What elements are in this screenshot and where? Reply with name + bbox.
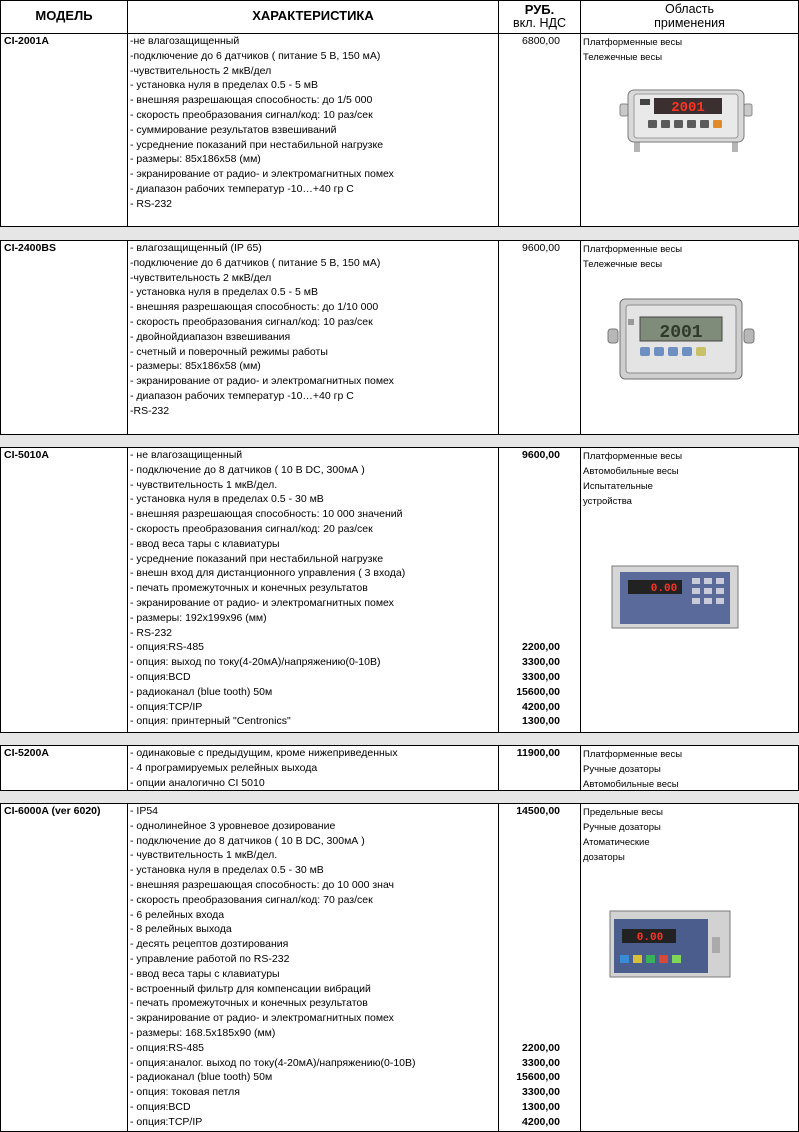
spec-line: -чувствительность 2 мкВ/дел: [130, 64, 272, 77]
spec-line: -подключение до 6 датчиков ( питание 5 В, 150 мА): [130, 256, 381, 269]
spec-line: -подключение до 6 датчиков ( питание 5 В, 150 мА): [130, 49, 381, 62]
application-item: Платформенные весы: [583, 451, 683, 462]
spec-line: - суммирование результатов взвешиваний: [130, 123, 337, 136]
grid-vline: [498, 803, 499, 1132]
grid-hline: [0, 226, 799, 227]
grid-vline: [127, 240, 128, 434]
spec-line: - установка нуля в пределах 0.5 - 30 мВ: [130, 864, 324, 877]
spec-line: - печать промежуточных и конечных результатов: [130, 997, 368, 1010]
spec-line: - двойнойдиапазон взвешивания: [130, 330, 291, 343]
spec-line: - опция:BCD: [130, 671, 191, 683]
spec-line: - опция: принтерный "Centronics": [130, 715, 291, 728]
price-value: 2200,00: [522, 641, 560, 654]
spec-line: -RS-232: [130, 404, 170, 417]
application-item: Платформенные весы: [583, 749, 683, 760]
price-value: 1300,00: [522, 1101, 560, 1113]
spec-line: - усреднение показаний при нестабильной нагрузке: [130, 552, 384, 565]
spec-line: - скорость преобразования сигнал/код: 10 раз/сек: [130, 316, 373, 328]
spec-line: - диапазон рабочих температур -10…+40 гр С: [130, 390, 354, 402]
spec-line: - радиоканал (blue tooth) 50м: [130, 685, 273, 698]
grid-hline: [0, 732, 799, 733]
spec-line: - одинаковые с предыдущим, кроме нижеприведенных: [130, 747, 398, 759]
spec-line: - опция:RS-485: [130, 641, 205, 654]
header-price-line1: РУБ.: [524, 2, 555, 17]
price-value: 9600,00: [522, 242, 560, 254]
spec-line: - усреднение показаний при нестабильной нагрузке: [130, 138, 384, 151]
header-spec: ХАРАКТЕРИСТИКА: [252, 8, 374, 23]
spec-line: - размеры: 192х199х96 (мм): [130, 611, 267, 624]
spec-line: - скорость преобразования сигнал/код: 20 раз/сек: [130, 523, 373, 535]
device-ci5010a-display: 0.00: [650, 583, 678, 595]
grid-vline: [0, 745, 1, 790]
grid-vline: [127, 745, 128, 790]
application-item: Автомобильные весы: [583, 466, 679, 477]
row-separator-band: [0, 226, 799, 240]
header-model: МОДЕЛЬ: [35, 8, 93, 23]
device-ci2001a-display: 2001: [671, 100, 705, 116]
spec-line: - размеры: 85х186х58 (мм): [130, 153, 261, 166]
spec-line: - опция: выход по току(4-20мА)/напряжению(0-10В): [130, 656, 381, 669]
application-item: Предельные весы: [583, 807, 663, 818]
spec-line: - установка нуля в пределах 0.5 - 30 мВ: [130, 493, 324, 506]
grid-vline: [127, 803, 128, 1132]
model-name: CI-2400BS: [4, 242, 56, 254]
grid-vline: [127, 447, 128, 732]
price-value: 1300,00: [522, 715, 560, 728]
grid-vline: [0, 240, 1, 434]
spec-line: - скорость преобразования сигнал/код: 70 раз/сек: [130, 893, 373, 906]
spec-line: - экранирование от радио- и электромагнитных помех: [130, 1012, 394, 1025]
header-use-line1: Область: [664, 2, 715, 16]
grid-vline: [580, 240, 581, 434]
spec-line: - управление работой по RS-232: [130, 953, 290, 965]
spec-line: - опции аналогично CI 5010: [130, 776, 265, 789]
price-value: 3300,00: [522, 656, 560, 669]
model-name: CI-6000A (ver 6020): [4, 805, 101, 817]
price-value: 15600,00: [516, 685, 560, 698]
price-value: 2200,00: [522, 1041, 560, 1054]
spec-line: - счетный и поверочный режимы работы: [130, 345, 328, 358]
spec-line: - чувствительность 1 мкВ/дел.: [130, 849, 278, 862]
spec-line: - размеры: 85х186х58 (мм): [130, 360, 261, 373]
spec-line: - ввод веса тары с клавиатуры: [130, 967, 280, 980]
device-ci2001a-image: [618, 86, 754, 156]
spec-line: - опция:TCP/IP: [130, 700, 203, 713]
application-item: дозаторы: [583, 852, 625, 863]
device-ci2400bs-image: [606, 295, 756, 383]
grid-vline: [580, 33, 581, 226]
spec-line: - установка нуля в пределах 0.5 - 5 мВ: [130, 79, 318, 92]
application-item: Тележечные весы: [583, 259, 663, 270]
spec-line: - экранирование от радио- и электромагнитных помех: [130, 168, 394, 181]
application-item: Автомобильные весы: [583, 779, 679, 790]
application-item: Ручные дозаторы: [583, 822, 661, 833]
spec-line: - 4 програмируемых релейных выхода: [130, 761, 318, 774]
spec-line: - однолинейное 3 уровневое дозирование: [130, 819, 336, 832]
grid-vline: [127, 33, 128, 226]
spec-line: - RS-232: [130, 626, 173, 639]
device-ci2400bs-display: 2001: [659, 323, 703, 343]
grid-vline: [580, 447, 581, 732]
spec-line: - внешн вход для дистанционного управления ( 3 входа): [130, 567, 406, 580]
application-item: Платформенные весы: [583, 244, 683, 255]
application-item: Тележечные весы: [583, 52, 663, 63]
spec-line: -чувствительность 2 мкВ/дел: [130, 271, 272, 284]
spec-line: - не влагозащищенный: [130, 449, 243, 461]
grid-vline: [498, 447, 499, 732]
spec-line: - радиоканал (blue tooth) 50м: [130, 1071, 273, 1084]
spec-line: - экранирование от радио- и электромагнитных помех: [130, 375, 394, 388]
spec-line: - размеры: 168.5х185х90 (мм): [130, 1027, 276, 1039]
device-ci6000a-image: [608, 907, 732, 979]
spec-line: - ввод веса тары с клавиатуры: [130, 537, 280, 550]
spec-line: - скорость преобразования сигнал/код: 10 раз/сек: [130, 109, 373, 121]
grid-vline: [0, 33, 1, 226]
model-name: CI-5200A: [4, 747, 49, 759]
grid-vline: [580, 745, 581, 790]
price-value: 14500,00: [516, 805, 560, 817]
device-ci6000a-display: 0.00: [636, 932, 664, 944]
spec-line: - опция:аналог. выход по току(4-20мА)/напряжению(0-10В): [130, 1056, 416, 1069]
price-value: 4200,00: [522, 700, 560, 713]
spec-line: - подключение до 8 датчиков ( 10 В DC, 300мА ): [130, 463, 365, 476]
price-value: 4200,00: [522, 1115, 560, 1128]
spec-line: - десять рецептов дозтирования: [130, 938, 289, 951]
spec-line: - внешняя разрешающая способность: 10 000 значений: [130, 508, 403, 521]
grid-vline: [498, 745, 499, 790]
model-name: CI-2001A: [4, 35, 49, 47]
application-item: устройства: [583, 496, 632, 507]
row-separator-band: [0, 732, 799, 745]
spec-line: - влагозащищенный (IP 65): [130, 242, 262, 254]
header-price-line2: вкл. НДС: [512, 16, 566, 30]
spec-line: - печать промежуточных и конечных результатов: [130, 582, 368, 595]
price-value: 11900,00: [516, 747, 560, 759]
grid-vline: [0, 803, 1, 1132]
spec-line: - чувствительность 1 мкВ/дел.: [130, 478, 278, 491]
application-item: Ручные дозаторы: [583, 764, 661, 775]
spec-line: - IP54: [130, 805, 159, 817]
model-name: CI-5010A: [4, 449, 49, 461]
spec-line: - экранирование от радио- и электромагнитных помех: [130, 597, 394, 609]
spec-line: - RS-232: [130, 197, 173, 210]
grid-hline: [0, 434, 799, 435]
price-value: 3300,00: [522, 671, 560, 683]
row-separator-band: [0, 434, 799, 447]
spec-line: - встроенный фильтр для компенсации вибраций: [130, 982, 371, 995]
spec-line: -не влагозащищенный: [130, 35, 240, 47]
header-use-line2: применения: [654, 16, 725, 30]
spec-line: - установка нуля в пределах 0.5 - 5 мВ: [130, 286, 318, 299]
price-value: 15600,00: [516, 1071, 560, 1084]
grid-vline: [498, 240, 499, 434]
spec-line: - внешняя разрешающая способность: до 10 000 знач: [130, 879, 395, 891]
grid-vline: [498, 33, 499, 226]
spec-line: - опция: токовая петля: [130, 1086, 240, 1099]
grid-vline: [580, 803, 581, 1132]
grid-vline: [0, 447, 1, 732]
application-item: Атоматические: [583, 837, 650, 848]
grid-hline: [0, 0, 799, 1]
spec-line: - внешняя разрешающая способность: до 1/10 000: [130, 301, 379, 314]
device-ci5010a-image: [610, 556, 740, 630]
price-value: 6800,00: [522, 35, 560, 47]
spec-line: - внешняя разрешающая способность: до 1/5 000: [130, 94, 373, 107]
spec-line: - 6 релейных входа: [130, 908, 225, 921]
spec-line: - опция:BCD: [130, 1101, 191, 1113]
price-value: 9600,00: [522, 449, 560, 461]
application-item: Испытательные: [583, 481, 653, 492]
price-value: 3300,00: [522, 1056, 560, 1069]
spec-line: - опция:RS-485: [130, 1041, 205, 1054]
spec-line: - 8 релейных выхода: [130, 923, 232, 936]
application-item: Платформенные весы: [583, 37, 683, 48]
price-value: 3300,00: [522, 1086, 560, 1099]
spec-line: - подключение до 8 датчиков ( 10 В DC, 300мА ): [130, 834, 365, 847]
spec-line: - диапазон рабочих температур -10…+40 гр С: [130, 183, 354, 195]
spec-line: - опция:TCP/IP: [130, 1115, 203, 1128]
